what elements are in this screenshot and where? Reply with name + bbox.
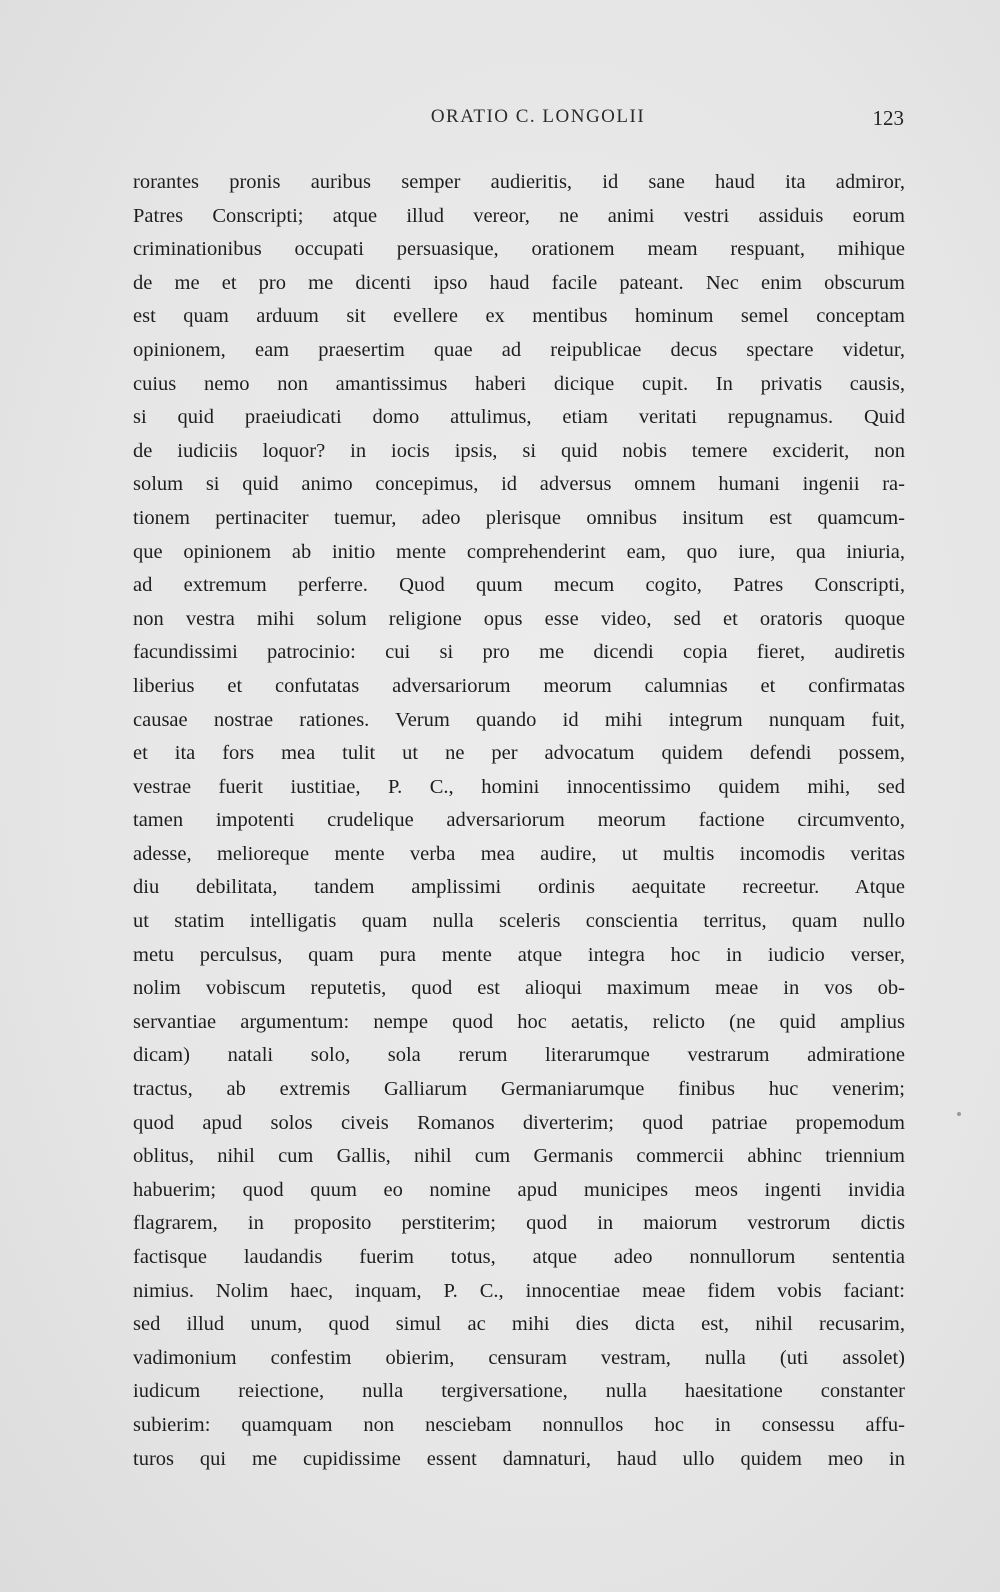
text-line: de iudiciis loquor? in iocis ipsis, si quid nobis temere exciderit, non bbox=[133, 439, 905, 462]
text-line: liberius et confutatas adversariorum meorum calumnias et confirmatas bbox=[133, 674, 905, 697]
text-line: subierim: quamquam non nesciebam nonnullos hoc in consessu affu- bbox=[133, 1413, 905, 1436]
paper-speck bbox=[957, 1112, 961, 1116]
text-line: diu debilitata, tandem amplissimi ordinis aequitate recreetur. Atque bbox=[133, 876, 905, 899]
text-line: Patres Conscripti; atque illud vereor, ne animi vestri assiduis eorum bbox=[133, 204, 905, 227]
text-line: et ita fors mea tulit ut ne per advocatum quidem defendi possem, bbox=[133, 742, 905, 765]
text-line: servantiae argumentum: nempe quod hoc aetatis, relicto (ne quid amplius bbox=[133, 1010, 905, 1033]
text-line: nolim vobiscum reputetis, quod est alioqui maximum meae in vos ob- bbox=[133, 977, 905, 1000]
text-line: facundissimi patrocinio: cui si pro me dicendi copia fieret, audiretis bbox=[133, 641, 905, 664]
text-line: de me et pro me dicenti ipso haud facile pateant. Nec enim obscurum bbox=[133, 271, 905, 294]
text-line: vestrae fuerit iustitiae, P. C., homini innocentissimo quidem mihi, sed bbox=[133, 775, 905, 798]
text-line: criminationibus occupati persuasique, orationem meam respuant, mihique bbox=[133, 238, 905, 261]
text-line: cuius nemo non amantissimus haberi dicique cupit. In privatis causis, bbox=[133, 372, 905, 395]
text-line: factisque laudandis fuerim totus, atque adeo nonnullorum sententia bbox=[133, 1246, 905, 1268]
running-title: ORATIO C. LONGOLII bbox=[430, 106, 646, 127]
text-line: rorantes pronis auribus semper audieritis, id sane haud ita admiror, bbox=[133, 171, 905, 193]
text-line: adesse, melioreque mente verba mea audire, ut multis incomodis veritas bbox=[133, 842, 905, 865]
text-line: solum si quid animo concepimus, id adversus omnem humani ingenii ra- bbox=[133, 473, 905, 496]
text-line: ad extremum perferre. Quod quum mecum cogito, Patres Conscripti, bbox=[133, 574, 905, 597]
text-line: iudicum reiectione, nulla tergiversatione, nulla haesitatione constanter bbox=[133, 1380, 905, 1403]
text-line: que opinionem ab initio mente comprehenderint eam, quo iure, qua iniuria, bbox=[133, 540, 905, 563]
body-text bbox=[133, 166, 905, 1476]
text-line: tionem pertinaciter tuemur, adeo plerisque omnibus insitum est quamcum- bbox=[133, 506, 905, 529]
text-line: habuerim; quod quum eo nomine apud municipes meos ingenti invidia bbox=[133, 1178, 905, 1201]
text-line: tractus, ab extremis Galliarum Germaniarumque finibus huc venerim; bbox=[133, 1078, 905, 1101]
text-line: est quam arduum sit evellere ex mentibus hominum semel conceptam bbox=[133, 305, 905, 328]
text-line: si quid praeiudicati domo attulimus, etiam veritati repugnamus. Quid bbox=[133, 406, 905, 429]
text-line: turos qui me cupidissime essent damnaturi, haud ullo quidem meo in bbox=[133, 1447, 905, 1470]
text-line: oblitus, nihil cum Gallis, nihil cum Germanis commercii abhinc triennium bbox=[133, 1145, 905, 1168]
text-line: causae nostrae rationes. Verum quando id mihi integrum nunquam fuit, bbox=[133, 708, 905, 731]
text-line: ut statim intelligatis quam nulla sceleris conscientia territus, quam nullo bbox=[133, 910, 905, 933]
text-line: opinionem, eam praesertim quae ad reipublicae decus spectare videtur, bbox=[133, 338, 905, 361]
text-line: vadimonium confestim obierim, censuram vestram, nulla (uti assolet) bbox=[133, 1346, 905, 1369]
running-head bbox=[132, 106, 904, 136]
text-line: quod apud solos civeis Romanos diverterim; quod patriae propemodum bbox=[133, 1111, 905, 1134]
text-line: metu perculsus, quam pura mente atque integra hoc in iudicio verser, bbox=[133, 943, 905, 966]
text-line: dicam) natali solo, sola rerum literarumque vestrarum admiratione bbox=[133, 1044, 905, 1067]
text-line: nimius. Nolim haec, inquam, P. C., innocentiae meae fidem vobis faciant: bbox=[133, 1279, 905, 1302]
text-line: tamen impotenti crudelique adversariorum meorum factione circumvento, bbox=[133, 809, 905, 832]
page-number: 123 bbox=[872, 106, 904, 130]
text-line: sed illud unum, quod simul ac mihi dies dicta est, nihil recusarim, bbox=[133, 1313, 905, 1336]
text-line: non vestra mihi solum religione opus esse video, sed et oratoris quoque bbox=[133, 607, 905, 630]
text-line: flagrarem, in proposito perstiterim; quod in maiorum vestrorum dictis bbox=[133, 1212, 905, 1235]
